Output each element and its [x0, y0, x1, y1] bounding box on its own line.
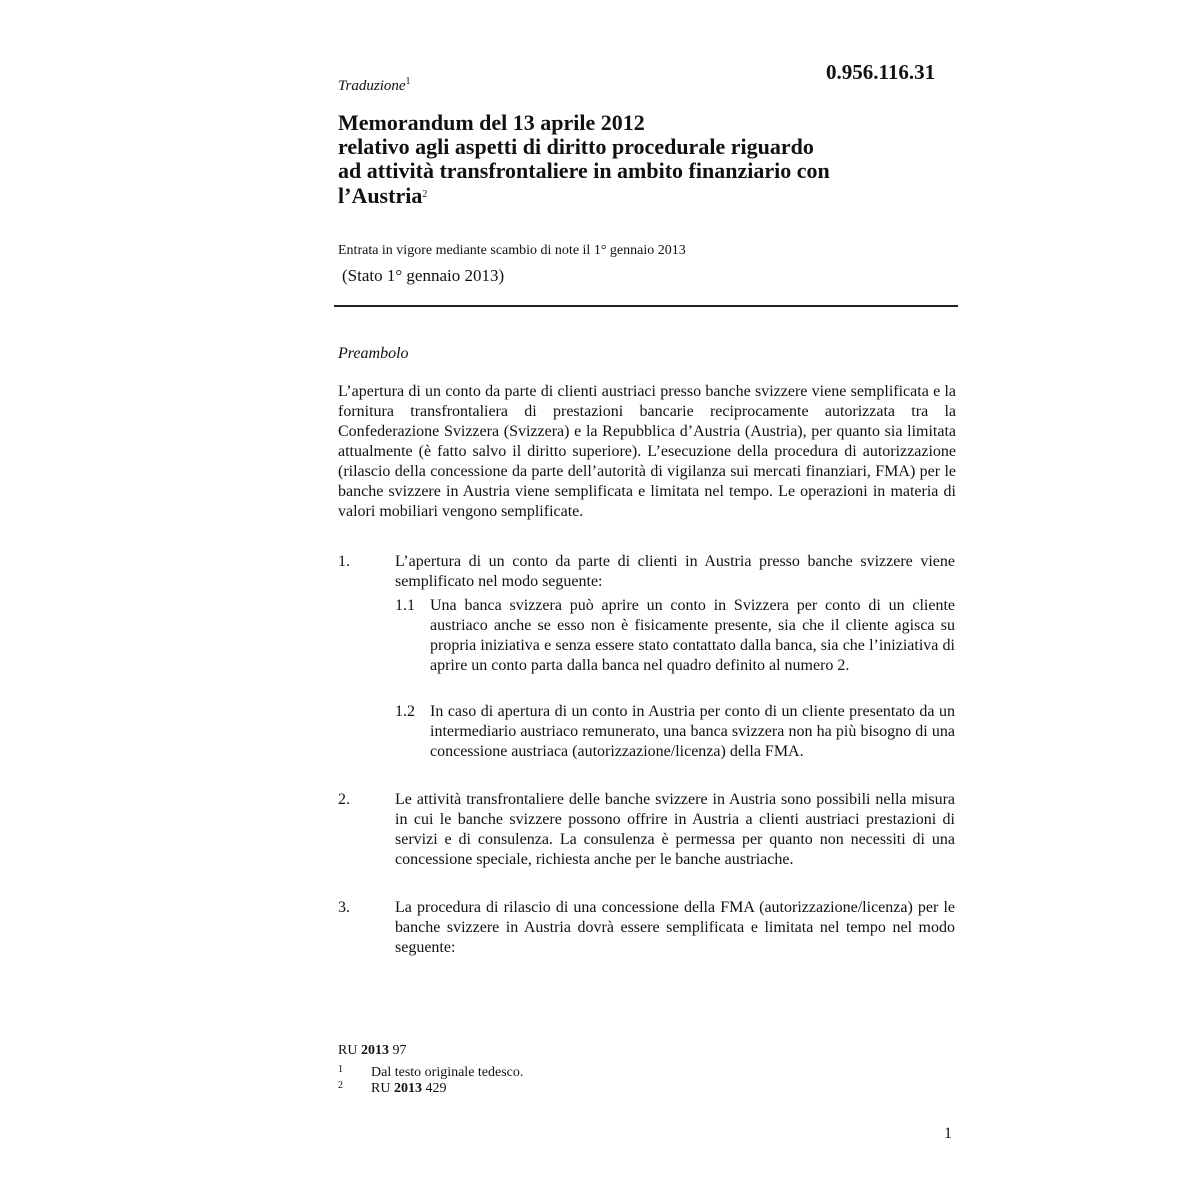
official-compilation-ref: RU 2013 97	[338, 1043, 407, 1058]
footnote-1: 1 Dal testo originale tedesco.	[338, 1064, 524, 1080]
subitem-number: 1.2	[395, 703, 415, 720]
title-line: l’Austria$^2$	[338, 183, 428, 208]
item-number: 3.	[338, 899, 350, 916]
document-title	[338, 111, 978, 208]
item-text: La procedura di rilascio di una concessione della FMA (autorizzazione/licenza) per le banche svizzere in Austria dovrà essere semplificata e limitata nel tempo nel modo seguente:	[395, 899, 955, 956]
horizontal-rule	[334, 305, 958, 307]
title-line: ad attività transfrontaliere in ambito finanziario con	[338, 158, 830, 183]
preamble-text: L’apertura di un conto da parte di clienti austriaci presso banche svizzere viene semplificata e la fornitura transfrontaliera di prestazioni bancarie reciprocamente autorizzata tra la Confederazione Svizzera (Svizzera) e la Repubblica d’Austria (Austria), per quanto sia limitata attualmente (è fatto salvo il diritto superiore). L’esecuzione della procedura di autorizzazione (rilascio della concessione da parte dell’autorità di vigilanza sui mercati finanziari, FMA) per le banche svizzere in Austria viene semplificata e limitata nel tempo. Le operazioni in materia di valori mobiliari vengono semplificate.	[338, 383, 956, 520]
subitem-text: In caso di apertura di un conto in Austria per conto di un cliente presentato da un intermediario austriaco remunerato, una banca svizzera non ha più bisogno di una concessione austriaca (autorizzazione/licenza) della FMA.	[430, 703, 955, 760]
subitem-number: 1.1	[395, 597, 415, 614]
entry-into-force: Entrata in vigore mediante scambio di note il 1° gennaio 2013	[338, 243, 686, 258]
status-date: (Stato 1° gennaio 2013)	[342, 266, 505, 285]
item-number: 1.	[338, 553, 350, 570]
page-number: 1	[944, 1125, 952, 1142]
item-text: Le attività transfrontaliere delle banche svizzere in Austria sono possibili nella misura in cui le banche svizzere possono offrire in Austria a clienti austriaci prestazioni di servizi e di consulenza. La consulenza è permessa per quanto non necessiti di una concessione speciale, richiesta anche per le banche austriache.	[395, 791, 955, 868]
footnote-2: 2 RU 2013 429	[338, 1080, 447, 1096]
title-line: Memorandum del 13 aprile 2012	[338, 110, 645, 135]
translation-label: Traduzione$^1$	[338, 76, 411, 94]
subitem-text: Una banca svizzera può aprire un conto in Svizzera per conto di un cliente austriaco anche se esso non è fisicamente presente, sia che il cliente agisca su propria iniziativa e senza essere stato contattato dalla banca, sia che l’iniziativa di aprire un conto parta dalla banca nel quadro definito al numero 2.	[430, 597, 955, 674]
preamble-heading: Preambolo	[338, 345, 409, 362]
item-text: L’apertura di un conto da parte di clienti in Austria presso banche svizzere viene semplificato nel modo seguente:	[395, 553, 955, 590]
footnote-ref-1[interactable]: 1	[405, 76, 411, 87]
title-line: relativo agli aspetti di diritto procedurale riguardo	[338, 134, 814, 159]
footnote-ref-2[interactable]: 2	[422, 189, 428, 200]
document-number: 0.956.116.31	[826, 60, 936, 84]
item-number: 2.	[338, 791, 350, 808]
